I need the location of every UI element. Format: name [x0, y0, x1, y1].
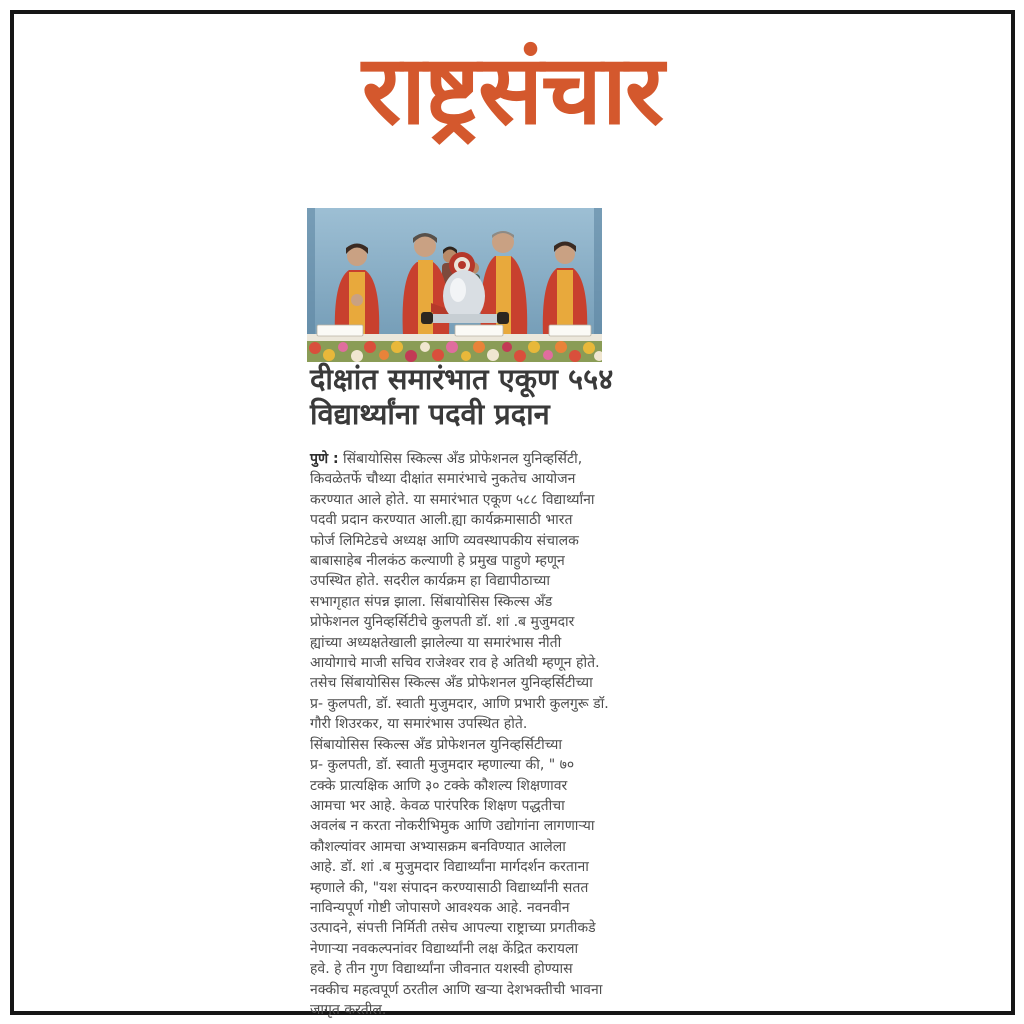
body-line: म्हणाले की, "यश संपादन करण्यासाठी विद्यार्थ्यांनी सतत	[310, 879, 589, 896]
body-line: गौरी शिउरकर, या समारंभास उपस्थित होते.	[310, 716, 528, 733]
body-line: नक्कीच महत्वपूर्ण ठरतील आणि खऱ्या देशभक्तीची भावना	[310, 981, 603, 998]
body-line: बाबासाहेब नीलकंठ कल्याणी हे प्रमुख पाहुणे म्हणून	[310, 553, 565, 570]
body-line	[310, 449, 714, 469]
body-line: ह्यांच्या अध्यक्षतेखाली झालेल्या या समारंभास नीती	[310, 634, 562, 651]
article-headline	[310, 362, 670, 432]
body-line: उत्पादने, संपत्ती निर्मिती तसेच आपल्या राष्ट्राच्या प्रगतीकडे	[310, 920, 596, 937]
body-line: प्र- कुलपती, डॉ. स्वाती मुजुमदार म्हणाल्या की, " ७०	[310, 757, 575, 774]
article-body	[310, 449, 714, 1020]
body-line: करण्यात आले होते. या समारंभात एकूण ५८८ विद्यार्थ्यांना	[310, 491, 595, 508]
body-line: तसेच सिंबायोसिस स्किल्स अँड प्रोफेशनल युनिव्हर्सिटीच्या	[310, 675, 593, 692]
body-line: फोर्ज लिमिटेडचे अध्यक्ष आणि व्यवस्थापकीय संचालक	[310, 532, 579, 549]
body-line: जागृत करतील.	[310, 1001, 387, 1018]
body-line-text: सिंबायोसिस स्किल्स अँड प्रोफेशनल युनिव्हर्सिटी,	[343, 451, 583, 467]
body-line: प्र- कुलपती, डॉ. स्वाती मुजुमदार, आणि प्रभारी कुलगुरू डॉ.	[310, 695, 609, 712]
ceremony-photo	[307, 208, 602, 362]
body-line: आमचा भर आहे. केवळ पारंपरिक शिक्षण पद्धतीचा	[310, 797, 565, 814]
masthead-title: राष्ट्रसंचार	[361, 34, 663, 146]
body-line: पदवी प्रदान करण्यात आली.ह्या कार्यक्रमासाठी भारत	[310, 512, 573, 529]
body-line: सभागृहात संपन्न झाला. सिंबायोसिस स्किल्स अँड	[310, 593, 553, 610]
body-line: टक्के प्रात्यक्षिक आणि ३० टक्के कौशल्य शिक्षणावर	[310, 777, 568, 794]
body-line: आयोगाचे माजी सचिव राजेश्वर राव हे अतिथी म्हणून होते.	[310, 655, 600, 672]
body-line: नाविन्यपूर्ण गोष्टी जोपासणे आवश्यक आहे. नवनवीन	[310, 899, 570, 916]
body-line: आहे. डॉ. शां .ब मुजुमदार विद्यार्थ्यांना मार्गदर्शन करताना	[310, 859, 589, 876]
headline-line-2: विद्यार्थ्यांना पदवी प्रदान	[310, 396, 550, 431]
dateline: पुणे :	[310, 451, 339, 467]
body-line: अवलंब न करता नोकरीभिमुक आणि उद्योगांना लागणाऱ्या	[310, 818, 595, 835]
body-line: हवे. हे तीन गुण विद्यार्थ्यांना जीवनात यशस्वी होण्यास	[310, 961, 573, 978]
body-line: कौशल्यांवर आमचा अभ्यासक्रम बनविण्यात आलेला	[310, 838, 566, 855]
headline-line-1: दीक्षांत समारंभात एकूण ५५४	[310, 362, 614, 396]
body-line: नेणाऱ्या नवकल्पनांवर विद्यार्थ्यांनी लक्ष केंद्रित करायला	[310, 940, 579, 957]
body-line: प्रोफेशनल युनिव्हर्सिटीचे कुलपती डॉ. शां .ब मुजुमदार	[310, 614, 575, 631]
body-line: सिंबायोसिस स्किल्स अँड प्रोफेशनल युनिव्हर्सिटीच्या	[310, 736, 562, 753]
photo-flowers	[307, 341, 602, 362]
body-line: किवळेतर्फे चौथ्या दीक्षांत समारंभाचे नुकतेच आयोजन	[310, 471, 576, 488]
body-line: उपस्थित होते. सदरील कार्यक्रम हा विद्यापीठाच्या	[310, 573, 550, 590]
